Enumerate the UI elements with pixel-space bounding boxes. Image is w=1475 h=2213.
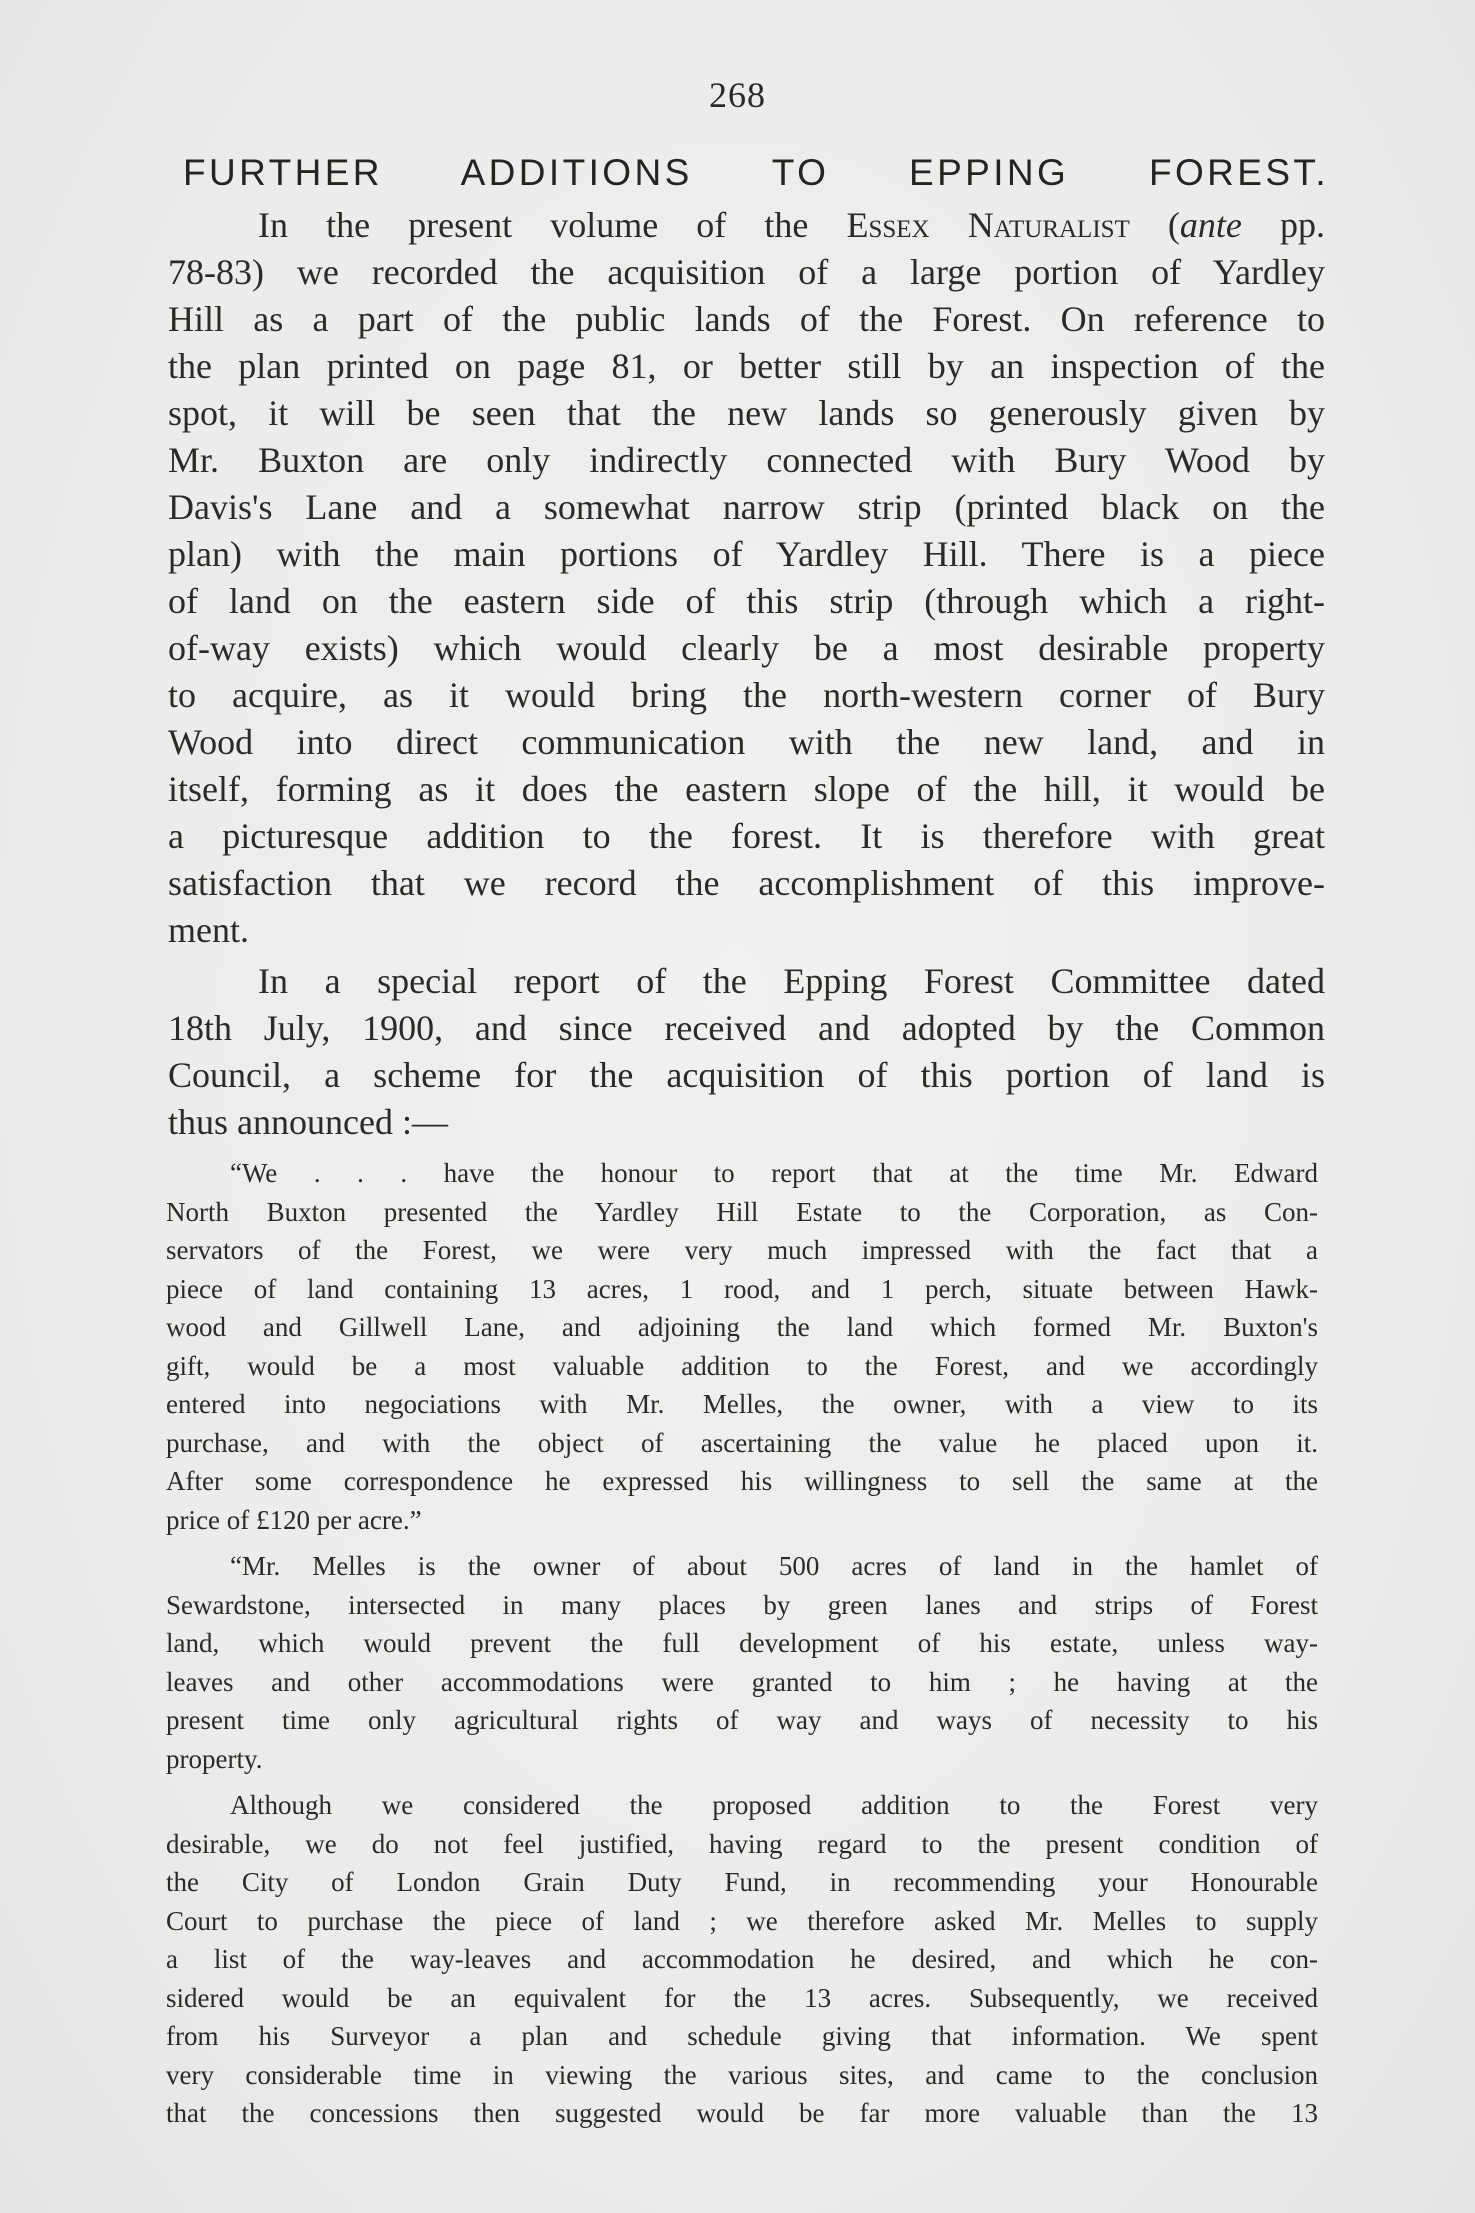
text-line: North Buxton presented the Yardley Hill Estate to the Corporation, as Con- <box>166 1196 1318 1227</box>
text-line: Wood into direct communication with the new land, and in <box>168 722 1325 762</box>
text-line: Although we considered the proposed addition to the Forest very <box>230 1790 1318 1820</box>
text-line: leaves and other accommodations were granted to him ; he having at the <box>166 1666 1318 1697</box>
quoted-report-1 <box>166 1154 1318 1539</box>
text-line: After some correspondence he expressed his willingness to sell the same at the <box>166 1466 1318 1496</box>
text-line: to acquire, as it would bring the north-western corner of Bury <box>168 675 1325 715</box>
text-line: of land on the eastern side of this strip (through which a right- <box>168 581 1325 621</box>
quoted-report-3 <box>166 1786 1318 2133</box>
text-line: satisfaction that we record the accomplishment of this improve- <box>168 863 1325 903</box>
text-line: 78-83) we recorded the acquisition of a large portion of Yardley <box>168 252 1325 292</box>
text-line: a picturesque addition to the forest. It is therefore with great <box>168 816 1325 856</box>
text-line: that the concessions then suggested would be far more valuable than the 13 <box>166 2098 1318 2128</box>
text-line: desirable, we do not feel justified, having regard to the present condition of <box>166 1828 1318 1859</box>
text-line: present time only agricultural rights of way and ways of necessity to his <box>166 1705 1318 1735</box>
text-line: entered into negociations with Mr. Melles, the owner, with a view to its <box>166 1389 1318 1419</box>
text-line: land, which would prevent the full development of his estate, unless way- <box>166 1628 1318 1658</box>
text-line: sidered would be an equivalent for the 13 acres. Subsequently, we received <box>166 1982 1318 2013</box>
text-line: the City of London Grain Duty Fund, in recommending your Honourable <box>166 1867 1318 1897</box>
text-line: of-way exists) which would clearly be a most desirable property <box>168 628 1325 668</box>
text-line: In the present volume of the Essex Naturalist (ante pp. <box>258 205 1326 245</box>
text-line: purchase, and with the object of ascertaining the value he placed upon it. <box>166 1427 1318 1458</box>
text-line: gift, would be a most valuable addition to the Forest, and we accordingly <box>166 1350 1318 1381</box>
text-line: property. <box>166 1743 263 1774</box>
text-line: a list of the way-leaves and accommodation he desired, and which he con- <box>166 1944 1318 1974</box>
journal-name: Essex Naturalist <box>846 205 1130 245</box>
text-line: wood and Gillwell Lane, and adjoining the land which formed Mr. Buxton's <box>166 1312 1318 1342</box>
paragraph-2 <box>168 958 1325 1146</box>
text-line: piece of land containing 13 acres, 1 rood, and 1 perch, situate between Hawk- <box>166 1273 1318 1304</box>
text-line: Davis's Lane and a somewhat narrow strip (printed black on the <box>168 487 1325 527</box>
text-line: Sewardstone, intersected in many places by green lanes and strips of Forest <box>166 1589 1318 1620</box>
text-line: “We . . . have the honour to report that at the time Mr. Edward <box>230 1158 1318 1188</box>
text-line: 18th July, 1900, and since received and adopted by the Common <box>168 1008 1325 1048</box>
page-number: 268 <box>709 75 766 115</box>
text-line: Hill as a part of the public lands of the Forest. On reference to <box>168 299 1325 339</box>
text-line: Council, a scheme for the acquisition of this portion of land is <box>168 1055 1325 1095</box>
text-line: the plan printed on page 81, or better still by an inspection of the <box>168 346 1325 386</box>
text-line: thus announced :— <box>168 1102 448 1142</box>
text-line: price of £120 per acre.” <box>166 1504 422 1535</box>
article-title: FURTHER ADDITIONS TO EPPING FOREST. <box>183 152 1329 193</box>
text-line: very considerable time in viewing the various sites, and came to the conclusion <box>166 2059 1318 2090</box>
quoted-report-2 <box>166 1547 1318 1778</box>
text-line: from his Surveyor a plan and schedule giving that information. We spent <box>166 2021 1318 2051</box>
text-line: Mr. Buxton are only indirectly connected with Bury Wood by <box>168 440 1325 480</box>
text-line: Court to purchase the piece of land ; we therefore asked Mr. Melles to supply <box>166 1905 1318 1936</box>
text-line: In a special report of the Epping Forest Committee dated <box>258 961 1325 1001</box>
text-line: plan) with the main portions of Yardley Hill. There is a piece <box>168 534 1325 574</box>
text-line: servators of the Forest, we were very much impressed with the fact that a <box>166 1235 1318 1265</box>
text-line: “Mr. Melles is the owner of about 500 acres of land in the hamlet of <box>230 1551 1318 1581</box>
paragraph-1 <box>168 202 1325 954</box>
text-line: itself, forming as it does the eastern slope of the hill, it would be <box>168 769 1325 809</box>
text-line: ment. <box>168 910 249 950</box>
text-line: spot, it will be seen that the new lands so generously given by <box>168 393 1325 433</box>
